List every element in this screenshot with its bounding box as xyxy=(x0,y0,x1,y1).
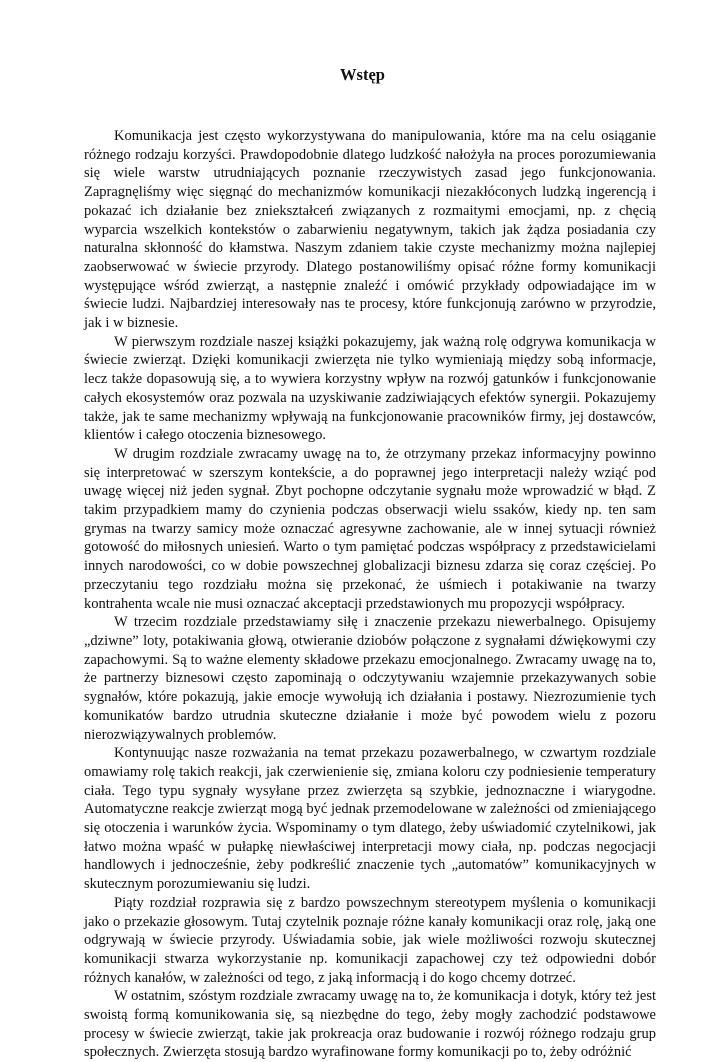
document-body xyxy=(84,127,656,1062)
paragraph-chapter-2: W drugim rozdziale zwracamy uwagę na to, że otrzymany przekaz informacyjny powinno się interpretować w szerszym kontekście, a do poprawnej jego interpretacji należy wziąć pod uwagę więcej niż jeden sygnał. Zbyt pochopne odczytanie sygnału może wprowadzić w błąd. Z takim przypadkiem mamy do czynienia podczas obserwacji wielu ssaków, kiedy np. ten sam grymas na twarzy samicy może oznaczać agresywne zachowanie, ale w innej sytuacji również gotowość do miłosnych uniesień. Warto o tym pamiętać podczas współpracy z przedstawicielami innych narodowości, co w dobie powszechnej globalizacji biznesu zdarza się coraz częściej. Po przeczytaniu tego rozdziału można się przekonać, że uśmiech i potakiwanie na twarzy kontrahenta wcale nie musi oznaczać akceptacji przedstawionych mu propozycji współpracy. xyxy=(84,445,656,612)
paragraph-chapter-4: Kontynuując nasze rozważania na temat przekazu pozawerbalnego, w czwartym rozdziale omawiamy rolę takich reakcji, jak czerwienienie się, zmiana koloru czy podniesienie temperatury ciała. Tego typu sygnały wysyłane przez zwierzęta są szybkie, jednoznaczne i wiarygodne. Automatyczne reakcje zwierząt mogą być jednak przemodelowane w zależności od zmieniającego się otoczenia i warunków życia. Wspominamy o tym dlatego, żeby uświadomić czytelnikowi, jak łatwo można wpaść w pułapkę niewłaściwej interpretacji mowy ciała, np. podczas negocjacji handlowych i jednocześnie, żeby podkreślić znaczenie tych „automatów” komunikacyjnych w skutecznym porozumiewaniu się ludzi. xyxy=(84,745,656,893)
paragraph-chapter-5: Piąty rozdział rozprawia się z bardzo powszechnym stereotypem myślenia o komunikacji jako o przekazie głosowym. Tutaj czytelnik poznaje różne kanały komunikacji oraz rolę, jaką one odgrywają w świecie przyrody. Uświadamia sobie, jak wiele możliwości rozwoju skutecznej komunikacji stwarza wykorzystanie np. komunikacji zapachowej czy też odpowiedni dobór różnych kanałów, w zależności od tego, z jaką informacją i do kogo chcemy dotrzeć. xyxy=(84,894,656,986)
page-title: Wstęp xyxy=(340,65,385,84)
paragraph-intro: Komunikacja jest często wykorzystywana do manipulowania, które ma na celu osiąganie różnego rodzaju korzyści. Prawdopodobnie dlatego ludzkość nałożyła na proces porozumiewania się wiele warstw utrudniających poznanie rzeczywistych zasad jego funkcjonowania. Zapragnęliśmy więc sięgnąć do mechanizmów komunikacji niezakłóconych ludzką ingerencją i pokazać ich działanie bez zniekształceń związanych z rozmaitymi emocjami, np. z chęcią wyparcia wszelkich kontekstów o zabarwieniu negatywnym, takich jak żądza posiadania czy naturalna skłonność do kłamstwa. Naszym zdaniem takie czyste mechanizmy można najlepiej zaobserwować w świecie przyrody. Dlatego postanowiliśmy opisać różne formy komunikacji występujące wśród zwierząt, a następnie znaleźć i omówić przykłady odpowiadające im w świecie ludzi. Najbardziej interesowały nas te procesy, które funkcjonują zarówno w przyrodzie, jak i w biznesie. xyxy=(84,128,656,332)
paragraph-chapter-1: W pierwszym rozdziale naszej książki pokazujemy, jak ważną rolę odgrywa komunikacja w świecie zwierząt. Dzięki komunikacji zwierzęta nie tylko wymieniają między sobą informacje, lecz także dopasowują się, a to wywiera korzystny wpływ na rozwój gatunków i funkcjonowanie całych ekosystemów oraz pozwala na uzyskiwanie zadziwiających efektów synergii. Pokazujemy także, jak te same mechanizmy wpływają na funkcjonowanie pracowników firmy, jej dostawców, klientów i całego otoczenia biznesowego. xyxy=(84,333,656,444)
paragraph-chapter-3: W trzecim rozdziale przedstawiamy siłę i znaczenie przekazu niewerbalnego. Opisujemy „dziwne” loty, potakiwania głową, otwieranie dziobów połączone z sygnałami dźwiękowymi czy zapachowymi. Są to ważne elementy składowe przekazu emocjonalnego. Zwracamy uwagę na to, że partnerzy biznesowi często zapominają o odczytywaniu wzajemnie przekazywanych sobie sygnałów, które pokazują, jakie emocje wywołują ich działania i postawy. Niezrozumienie tych komunikatów bardzo utrudnia skuteczne działanie i może być powodem wielu z pozoru nierozwiązywalnych problemów. xyxy=(84,614,656,743)
paragraph-chapter-6: W ostatnim, szóstym rozdziale zwracamy uwagę na to, że komunikacja i dotyk, który też jest swoistą formą komunikowania się, są niezbędne do tego, żeby mogły zachodzić podstawowe procesy w świecie zwierząt, takie jak prokreacja oraz budowanie i rozwój różnego rodzaju grup społecznych. Zwierzęta stosują bardzo wyrafinowane formy komunikacji po to, żeby odróżnić xyxy=(84,988,656,1061)
